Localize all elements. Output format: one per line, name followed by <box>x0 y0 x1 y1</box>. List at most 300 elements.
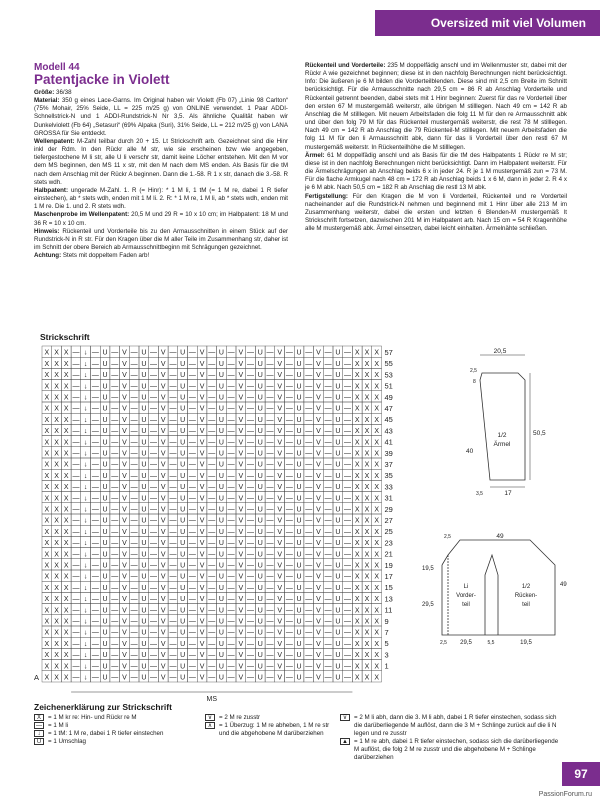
chart-cell: — <box>266 372 274 380</box>
chart-cell: V <box>238 584 244 592</box>
body-bottom-small: 2,5 <box>440 640 447 646</box>
back-label-2: Rücken- <box>514 593 538 599</box>
chart-cell: — <box>285 540 293 548</box>
chart-row-label: 1 <box>384 661 389 671</box>
chart-cell: U <box>180 663 186 671</box>
chart-cell: — <box>324 405 332 413</box>
chart-cell: U <box>257 540 263 548</box>
chart-cell: U <box>335 674 341 682</box>
chart-cell: ↓ <box>83 472 88 480</box>
chart-cell: — <box>324 652 332 660</box>
chart-row-label: 23 <box>384 538 393 548</box>
chart-cell: — <box>208 349 216 357</box>
chart-cell: U <box>102 372 108 380</box>
chart-cell: X <box>354 472 360 480</box>
chart-cell: — <box>72 506 80 514</box>
sleeve-bottom-width: 17 <box>504 490 512 497</box>
chart-cell: X <box>374 652 379 660</box>
chart-cell: V <box>199 495 205 503</box>
chart-cell: — <box>169 495 177 503</box>
chart-cell: — <box>111 618 119 626</box>
chart-cell: U <box>257 461 263 469</box>
chart-cell: U <box>335 528 341 536</box>
chart-cell: — <box>247 528 255 536</box>
chart-cell: U <box>141 629 147 637</box>
chart-cell: X <box>374 450 379 458</box>
chart-cell: V <box>277 484 282 492</box>
chart-cell: — <box>72 450 80 458</box>
chart-cell: X <box>354 674 360 682</box>
chart-cell: U <box>296 416 302 424</box>
chart-cell: U <box>257 495 263 503</box>
chart-cell: — <box>169 573 177 581</box>
chart-cell: V <box>122 394 127 402</box>
chart-cell: V <box>122 439 127 447</box>
chart-cell: — <box>344 472 352 480</box>
sleeve-left-small2: 8 <box>473 379 476 385</box>
chart-cell: X <box>364 652 370 660</box>
legend-symbol: ⊽ <box>340 714 350 721</box>
chart-cell: — <box>72 629 80 637</box>
chart-cell: X <box>44 360 50 368</box>
chart-cell: X <box>63 528 69 536</box>
chart-cell: U <box>141 562 147 570</box>
chart-cell: X <box>374 495 379 503</box>
chart-cell: U <box>102 618 108 626</box>
chart-cell: U <box>335 551 341 559</box>
chart-cell: U <box>257 584 263 592</box>
chart-cell: — <box>247 551 255 559</box>
chart-cell: V <box>238 551 244 559</box>
chart-cell: — <box>285 484 293 492</box>
chart-cell: U <box>102 428 108 436</box>
chart-cell: V <box>316 428 321 436</box>
chart-cell: — <box>247 517 255 525</box>
chart-cell: — <box>227 517 235 525</box>
chart-cell: — <box>111 450 119 458</box>
chart-cell: — <box>72 439 80 447</box>
chart-cell: — <box>208 416 216 424</box>
chart-cell: — <box>130 663 138 671</box>
chart-cell: — <box>285 607 293 615</box>
chart-cell: — <box>344 674 352 682</box>
body-bottom-front: 29,5 <box>460 640 472 646</box>
chart-cell: — <box>91 484 99 492</box>
chart-cell: — <box>266 663 274 671</box>
chart-cell: V <box>122 584 127 592</box>
chart-cell: V <box>122 517 127 525</box>
chart-cell: — <box>72 461 80 469</box>
chart-cell: X <box>54 439 59 447</box>
chart-cell: U <box>335 562 341 570</box>
chart-cell: V <box>122 383 127 391</box>
chart-cell: — <box>227 372 235 380</box>
chart-cell: — <box>150 584 158 592</box>
chart-cell: V <box>160 562 166 570</box>
chart-cell: X <box>374 607 379 615</box>
chart-cell: X <box>63 495 69 503</box>
chart-cell: — <box>111 584 119 592</box>
chart-cell: U <box>296 629 302 637</box>
chart-cell: — <box>91 674 99 682</box>
chart-cell: — <box>188 349 196 357</box>
chart-cell: X <box>374 416 379 424</box>
chart-cell: X <box>54 528 59 536</box>
chart-cell: V <box>316 607 321 615</box>
chart-cell: — <box>285 372 293 380</box>
chart-cell: U <box>102 450 108 458</box>
chart-row-label: 31 <box>384 493 393 503</box>
chart-cell: — <box>305 450 313 458</box>
chart-cell: X <box>44 618 50 626</box>
chart-cell: — <box>72 517 80 525</box>
sleeve-schematic <box>430 345 570 505</box>
chart-row-label: 11 <box>384 605 393 615</box>
chart-cell: ↓ <box>83 428 88 436</box>
chart-cell: — <box>111 372 119 380</box>
chart-cell: — <box>208 517 216 525</box>
chart-cell: U <box>180 607 186 615</box>
legend-item <box>340 738 560 762</box>
chart-cell: — <box>111 349 119 357</box>
chart-cell: — <box>111 495 119 503</box>
chart-cell: — <box>344 663 352 671</box>
chart-cell: — <box>305 517 313 525</box>
chart-cell: — <box>208 506 216 514</box>
chart-cell: U <box>141 394 147 402</box>
chart-cell: — <box>305 584 313 592</box>
back-label-3: teil <box>522 602 530 608</box>
body-schematic <box>420 530 580 650</box>
chart-cell: ↓ <box>83 663 88 671</box>
chart-cell: — <box>285 573 293 581</box>
chart-cell: — <box>285 528 293 536</box>
chart-cell: — <box>266 383 274 391</box>
chart-cell: V <box>199 584 205 592</box>
chart-cell: — <box>227 506 235 514</box>
chart-cell: V <box>277 439 282 447</box>
chart-cell: V <box>277 517 282 525</box>
chart-cell: V <box>160 517 166 525</box>
chart-cell: — <box>227 416 235 424</box>
chart-cell: X <box>354 506 360 514</box>
chart-cell: V <box>160 674 166 682</box>
chart-cell: — <box>305 528 313 536</box>
chart-cell: U <box>102 640 108 648</box>
chart-cell: — <box>208 405 216 413</box>
chart-cell: U <box>141 461 147 469</box>
chart-cell: — <box>169 484 177 492</box>
chart-cell: V <box>277 360 282 368</box>
chart-cell: — <box>130 528 138 536</box>
chart-cell: X <box>364 528 370 536</box>
size-paragraph: Größe: 36/38 <box>34 89 72 96</box>
body-left-upper: 19,5 <box>422 566 434 572</box>
knitting-chart <box>34 344 416 703</box>
page-number: 97 <box>562 762 600 786</box>
chart-cell: X <box>354 495 360 503</box>
chart-cell: U <box>141 383 147 391</box>
chart-cell: X <box>44 528 50 536</box>
chart-cell: V <box>160 372 166 380</box>
chart-cell: — <box>305 428 313 436</box>
chart-row-label: 41 <box>384 437 393 447</box>
chart-cell: U <box>180 573 186 581</box>
chart-cell: — <box>130 495 138 503</box>
chart-cell: U <box>218 629 224 637</box>
chart-cell: V <box>238 472 244 480</box>
chart-cell: U <box>296 540 302 548</box>
chart-row-label: 45 <box>384 415 393 425</box>
chart-cell: U <box>257 472 263 480</box>
chart-cell: — <box>169 439 177 447</box>
chart-cell: V <box>122 573 127 581</box>
chart-cell: X <box>364 372 370 380</box>
chart-cell: U <box>296 394 302 402</box>
chart-cell: U <box>335 450 341 458</box>
chart-cell: V <box>277 495 282 503</box>
chart-cell: X <box>63 551 69 559</box>
chart-cell: X <box>54 360 59 368</box>
chart-cell: V <box>160 484 166 492</box>
chart-cell: V <box>160 439 166 447</box>
chart-cell: U <box>296 495 302 503</box>
chart-cell: — <box>208 495 216 503</box>
chart-cell: X <box>374 372 379 380</box>
chart-cell: — <box>324 517 332 525</box>
chart-cell: — <box>344 416 352 424</box>
chart-cell: U <box>180 618 186 626</box>
chart-cell: X <box>354 551 360 559</box>
chart-cell: — <box>324 573 332 581</box>
chart-cell: U <box>335 584 341 592</box>
chart-cell: U <box>257 629 263 637</box>
chart-cell: U <box>180 652 186 660</box>
chart-cell: — <box>324 551 332 559</box>
chart-cell: U <box>257 663 263 671</box>
chart-cell: X <box>374 394 379 402</box>
chart-cell: U <box>102 506 108 514</box>
chart-cell: U <box>257 506 263 514</box>
chart-cell: — <box>305 618 313 626</box>
chart-cell: X <box>364 506 370 514</box>
chart-cell: — <box>208 383 216 391</box>
chart-cell: — <box>305 472 313 480</box>
chart-cell: U <box>335 405 341 413</box>
chart-cell: V <box>122 405 127 413</box>
chart-cell: U <box>335 472 341 480</box>
chart-cell: — <box>208 629 216 637</box>
chart-cell: X <box>364 461 370 469</box>
legend-column-3 <box>340 714 560 762</box>
chart-cell: U <box>180 428 186 436</box>
legend-symbol: ↓ <box>34 730 44 737</box>
chart-cell: — <box>285 450 293 458</box>
chart-cell: — <box>169 416 177 424</box>
chart-cell: U <box>180 349 186 357</box>
chart-cell: ↓ <box>83 506 88 514</box>
chart-cell: U <box>335 517 341 525</box>
chart-cell: — <box>247 450 255 458</box>
chart-cell: — <box>305 573 313 581</box>
chart-cell: X <box>44 349 50 357</box>
chart-cell: V <box>277 584 282 592</box>
chart-cell: X <box>44 517 50 525</box>
chart-cell: — <box>324 394 332 402</box>
chart-cell: X <box>63 484 69 492</box>
wave-pattern-paragraph: Wellenpatent: M-Zahl teilbar durch 20 + 15. Lt Strickschrift arb. Gezeichnet sind die Hinr inkl der Rdm. In den Rückr alle M str, wie sie erscheinen bzw wie angegeben, tiefergestochene M li str, alle U li verschr str, damit keine Löcher entstehen. Mit den M vor dem MS beginnen, den MS 11 x str, mit den M nach dem MS enden. Als Basis für die tM nach dem Anschlag mit der Rückr A beginnen. Dann die 1.-58. R 1 x str, danach die 3.-58. R stets wdh. <box>34 137 288 186</box>
chart-cell: U <box>102 596 108 604</box>
chart-cell: — <box>305 461 313 469</box>
chart-cell: — <box>266 551 274 559</box>
chart-cell: — <box>111 663 119 671</box>
chart-cell: — <box>150 383 158 391</box>
chart-cell: V <box>238 652 244 660</box>
chart-cell: U <box>102 629 108 637</box>
chart-cell: — <box>150 562 158 570</box>
chart-cell: U <box>335 573 341 581</box>
chart-cell: U <box>102 551 108 559</box>
chart-cell: V <box>122 349 127 357</box>
chart-cell: — <box>169 461 177 469</box>
chart-cell: U <box>102 562 108 570</box>
chart-cell: U <box>296 372 302 380</box>
chart-cell: — <box>266 640 274 648</box>
chart-cell: — <box>130 416 138 424</box>
chart-cell: — <box>285 472 293 480</box>
chart-cell: U <box>296 528 302 536</box>
chart-cell: — <box>247 383 255 391</box>
legend-symbol: ▲ <box>340 738 350 745</box>
chart-cell: V <box>277 405 282 413</box>
chart-cell: — <box>208 674 216 682</box>
chart-cell: V <box>199 640 205 648</box>
chart-cell: — <box>111 394 119 402</box>
chart-cell: X <box>44 562 50 570</box>
chart-cell: U <box>141 405 147 413</box>
chart-cell: — <box>247 416 255 424</box>
chart-cell: — <box>188 562 196 570</box>
chart-cell: — <box>247 394 255 402</box>
chart-cell: X <box>374 360 379 368</box>
chart-cell: U <box>335 629 341 637</box>
chart-cell: U <box>180 405 186 413</box>
chart-cell: — <box>305 540 313 548</box>
chart-cell: X <box>54 472 59 480</box>
chart-cell: — <box>188 528 196 536</box>
chart-cell: U <box>257 416 263 424</box>
chart-cell: X <box>63 372 69 380</box>
chart-cell: U <box>257 596 263 604</box>
chart-cell: — <box>130 629 138 637</box>
legend-text: = 1 Umschlag <box>48 738 87 745</box>
chart-cell: V <box>316 484 321 492</box>
chart-cell: — <box>111 674 119 682</box>
chart-cell: V <box>238 416 244 424</box>
chart-cell: ↓ <box>83 484 88 492</box>
chart-cell: U <box>335 439 341 447</box>
chart-cell: X <box>63 461 69 469</box>
chart-cell: ↓ <box>83 495 88 503</box>
chart-cell: X <box>63 349 69 357</box>
chart-cell: U <box>180 629 186 637</box>
chart-cell: — <box>72 618 80 626</box>
chart-cell: U <box>102 405 108 413</box>
chart-cell: — <box>111 573 119 581</box>
chart-cell: X <box>44 439 50 447</box>
chart-cell: — <box>130 450 138 458</box>
chart-cell: — <box>150 618 158 626</box>
chart-cell: — <box>130 439 138 447</box>
chart-cell: — <box>208 472 216 480</box>
chart-cell: V <box>316 663 321 671</box>
chart-cell: — <box>111 528 119 536</box>
chart-cell: — <box>188 573 196 581</box>
chart-row-label: 29 <box>384 504 393 514</box>
chart-cell: V <box>316 416 321 424</box>
chart-cell: U <box>335 596 341 604</box>
chart-cell: X <box>374 629 379 637</box>
chart-cell: V <box>316 596 321 604</box>
chart-cell: U <box>218 461 224 469</box>
chart-cell: V <box>238 506 244 514</box>
chart-cell: U <box>141 450 147 458</box>
chart-cell: — <box>130 383 138 391</box>
chart-cell: V <box>238 528 244 536</box>
chart-cell: V <box>238 674 244 682</box>
chart-cell: U <box>141 506 147 514</box>
chart-cell: V <box>199 405 205 413</box>
chart-cell: — <box>324 540 332 548</box>
chart-cell: — <box>344 372 352 380</box>
chart-cell: — <box>72 652 80 660</box>
chart-cell: — <box>305 439 313 447</box>
chart-cell: X <box>364 629 370 637</box>
chart-cell: X <box>374 461 379 469</box>
chart-cell: — <box>208 428 216 436</box>
chart-row-label: 33 <box>384 482 393 492</box>
chart-cell: — <box>130 540 138 548</box>
chart-cell: — <box>111 416 119 424</box>
chart-cell: X <box>54 461 59 469</box>
chart-cell: U <box>102 394 108 402</box>
chart-cell: V <box>277 461 282 469</box>
chart-cell: X <box>63 674 69 682</box>
chart-cell: V <box>122 618 127 626</box>
chart-cell: V <box>238 618 244 626</box>
chart-cell: — <box>188 472 196 480</box>
chart-cell: V <box>122 652 127 660</box>
chart-cell: X <box>44 405 50 413</box>
chart-cell: X <box>364 607 370 615</box>
chart-cell: — <box>285 428 293 436</box>
chart-cell: U <box>102 495 108 503</box>
chart-cell: V <box>122 360 127 368</box>
chart-cell: U <box>257 551 263 559</box>
chart-cell: — <box>305 607 313 615</box>
chart-cell: — <box>227 640 235 648</box>
chart-cell: X <box>63 428 69 436</box>
chart-cell: — <box>72 428 80 436</box>
chart-cell: — <box>91 372 99 380</box>
chart-row-label: 35 <box>384 471 393 481</box>
chart-cell: X <box>63 607 69 615</box>
chart-cell: — <box>208 584 216 592</box>
chart-cell: X <box>354 405 360 413</box>
chart-cell: — <box>111 461 119 469</box>
chart-cell: — <box>266 629 274 637</box>
chart-cell: U <box>141 584 147 592</box>
